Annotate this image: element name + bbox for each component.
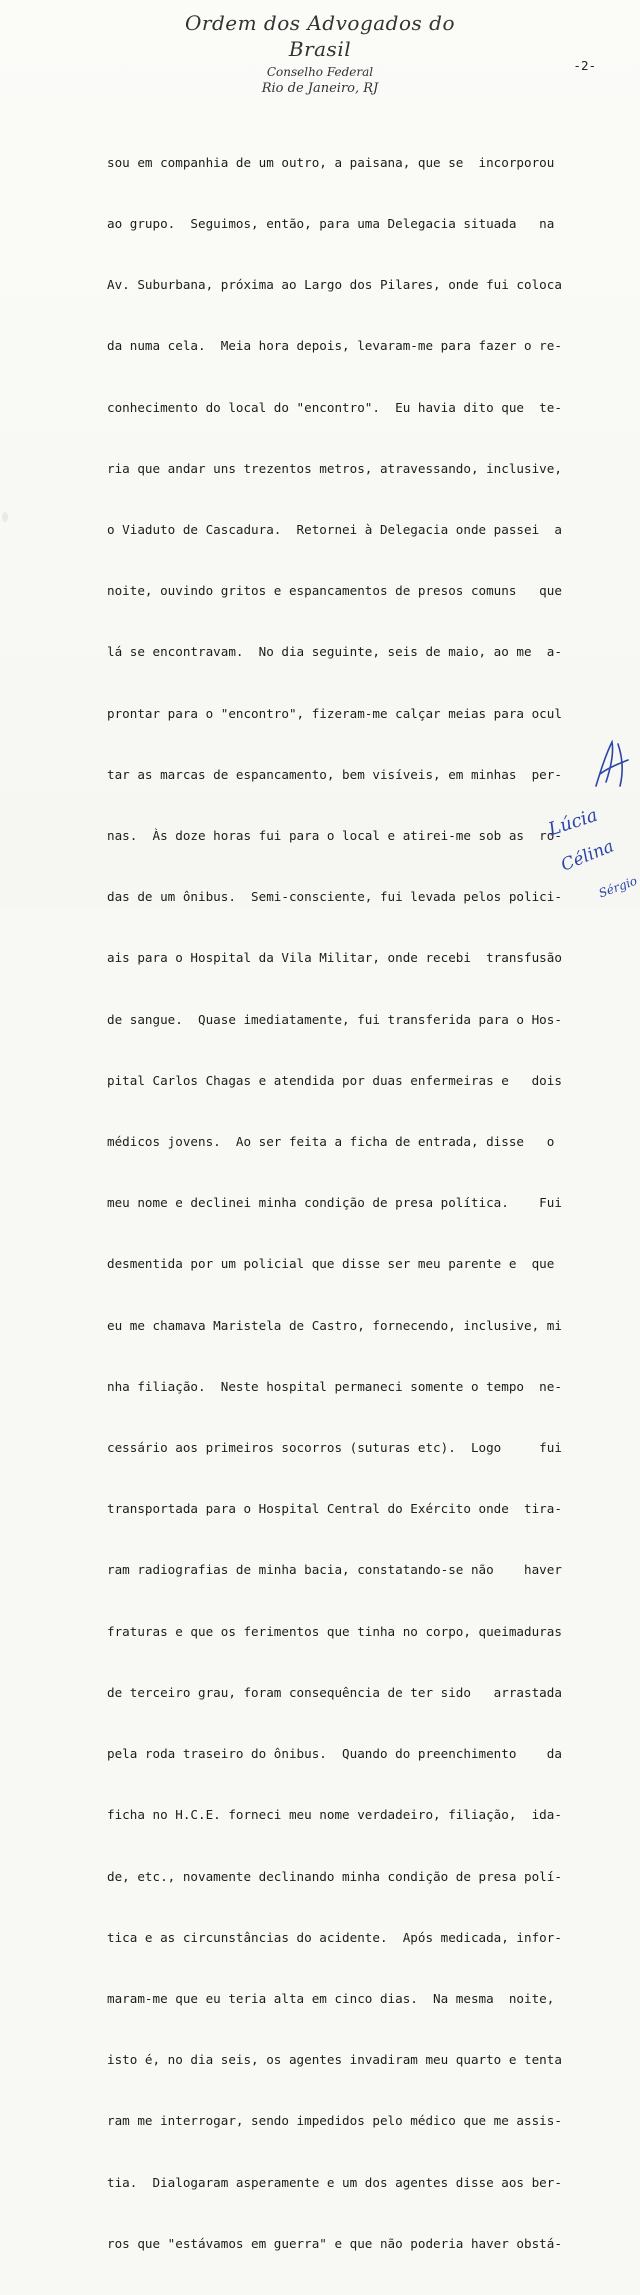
text-line: fraturas e que os ferimentos que tinha no corpo, queimaduras bbox=[107, 1623, 562, 1639]
text-line: pela roda traseiro do ônibus. Quando do preenchimento da bbox=[107, 1746, 562, 1762]
text-line: das de um ônibus. Semi-consciente, fui levada pelos polici- bbox=[107, 889, 562, 905]
text-line: nas. Às doze horas fui para o local e atirei-me sob as ro- bbox=[107, 828, 562, 844]
text-line: desmentida por um policial que disse ser meu parente e que bbox=[107, 1256, 555, 1272]
text-line: noite, ouvindo gritos e espancamentos de presos comuns que bbox=[107, 583, 562, 599]
text-line: conhecimento do local do "encontro". Eu havia dito que te- bbox=[107, 399, 562, 415]
text-line: nha filiação. Neste hospital permaneci somente o tempo ne- bbox=[107, 1378, 562, 1394]
text-line: de, etc., novamente declinando minha condição de presa polí- bbox=[107, 1868, 562, 1884]
text-line: médicos jovens. Ao ser feita a ficha de entrada, disse o bbox=[107, 1134, 555, 1150]
text-line: maram-me que eu teria alta em cinco dias. Na mesma noite, bbox=[107, 1990, 555, 2006]
text-line: meu nome e declinei minha condição de presa política. Fui bbox=[107, 1195, 562, 1211]
text-line: prontar para o "encontro", fizeram-me calçar meias para ocul bbox=[107, 705, 562, 721]
body-text bbox=[107, 112, 627, 2295]
text-line: tia. Dialogaram asperamente e um dos agentes disse aos ber- bbox=[107, 2174, 562, 2190]
text-line: eu me chamava Maristela de Castro, fornecendo, inclusive, mi bbox=[107, 1317, 562, 1333]
text-line: sou em companhia de um outro, a paisana, que se incorporou bbox=[107, 154, 555, 170]
text-line: ria que andar uns trezentos metros, atravessando, inclusive, bbox=[107, 460, 562, 476]
text-line: de terceiro grau, foram consequência de ter sido arrastada bbox=[107, 1684, 562, 1700]
text-line: isto é, no dia seis, os agentes invadiram meu quarto e tenta bbox=[107, 2052, 562, 2068]
initials-signature-mark bbox=[588, 736, 634, 796]
text-line: cessário aos primeiros socorros (suturas etc). Logo fui bbox=[107, 1440, 562, 1456]
text-line: transportada para o Hospital Central do Exército onde tira- bbox=[107, 1501, 562, 1517]
letterhead bbox=[160, 10, 480, 98]
page-number: -2- bbox=[573, 58, 596, 73]
text-line: Av. Suburbana, próxima ao Largo dos Pilares, onde fui coloca bbox=[107, 277, 562, 293]
text-line: ram me interrogar, sendo impedidos pelo médico que me assis- bbox=[107, 2113, 562, 2129]
text-line: lá se encontravam. No dia seguinte, seis de maio, ao me a- bbox=[107, 644, 562, 660]
text-line: tar as marcas de espancamento, bem visíveis, em minhas per- bbox=[107, 766, 562, 782]
letterhead-city: Rio de Janeiro, RJ bbox=[261, 81, 379, 96]
paper-stain bbox=[2, 512, 8, 522]
handwritten-signature: Sérgio bbox=[596, 873, 640, 901]
text-line: ficha no H.C.E. forneci meu nome verdadeiro, filiação, ida- bbox=[107, 1807, 562, 1823]
letterhead-organization: Ordem dos Advogados do Brasil bbox=[184, 11, 455, 61]
letterhead-council: Conselho Federal bbox=[266, 65, 374, 79]
text-line: de sangue. Quase imediatamente, fui transferida para o Hos- bbox=[107, 1011, 562, 1027]
text-line: ao grupo. Seguimos, então, para uma Delegacia situada na bbox=[107, 216, 555, 232]
text-line: tica e as circunstâncias do acidente. Após medicada, infor- bbox=[107, 1929, 562, 1945]
handwritten-signature: Célina bbox=[558, 836, 617, 876]
text-line: da numa cela. Meia hora depois, levaram-me para fazer o re- bbox=[107, 338, 562, 354]
handwritten-signature: Lúcia bbox=[545, 804, 601, 841]
text-line: ram radiografias de minha bacia, constatando-se não haver bbox=[107, 1562, 562, 1578]
text-line: o Viaduto de Cascadura. Retornei à Delegacia onde passei a bbox=[107, 522, 562, 538]
text-line: pital Carlos Chagas e atendida por duas enfermeiras e dois bbox=[107, 1072, 562, 1088]
text-line: ais para o Hospital da Vila Militar, onde recebi transfusão bbox=[107, 950, 562, 966]
text-line: ros que "estávamos em guerra" e que não poderia haver obstá- bbox=[107, 2235, 562, 2251]
